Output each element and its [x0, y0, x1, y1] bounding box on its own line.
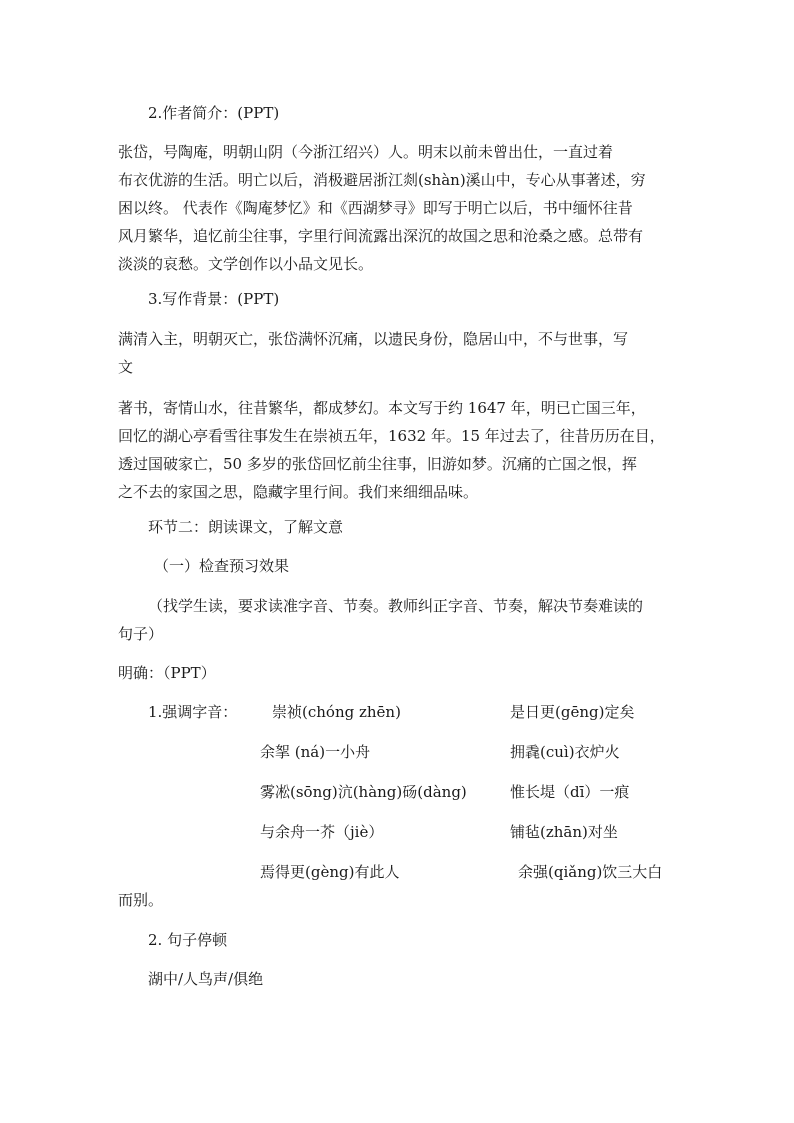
pause-title: 2. 句子停顿 [148, 931, 228, 949]
background-line-2: 文 [118, 358, 134, 376]
pronunciation-item: 焉得更(gèng)有此人 [260, 863, 400, 881]
pronunciation-item: 余强(qiǎng)饮三大白 [518, 863, 663, 881]
pronunciation-item: 是日更(gēng)定矣 [510, 703, 635, 721]
pronunciation-tail: 而别。 [118, 891, 164, 909]
background-line-6: 之不去的家国之思，隐藏字里行间。我们来细细品味。 [118, 483, 479, 501]
pronunciation-item: 崇祯(chóng zhēn) [272, 703, 401, 721]
step-two-title: 环节二：朗读课文，了解文意 [148, 518, 344, 536]
author-line-4: 风月繁华，追忆前尘往事，字里行间流露出深沉的故国之思和沧桑之感。总带有 [118, 227, 644, 245]
pronunciation-item: 惟长堤（dī）一痕 [510, 783, 630, 801]
background-line-3: 著书，寄情山水，往昔繁华，都成梦幻。本文写于约 1647 年，明已亡国三年， [118, 399, 646, 417]
sub-title-preview: （一）检查预习效果 [154, 557, 290, 575]
pronunciation-item: 铺毡(zhān)对坐 [510, 823, 618, 841]
pronunciation-item: 与余舟一芥（jiè） [260, 823, 384, 841]
pronunciation-item: 雾凇(sōng)沆(hàng)砀(dàng) [260, 783, 467, 801]
author-line-3: 困以终。 代表作《陶庵梦忆》和《西湖梦寻》即写于明亡以后，书中缅怀往昔 [118, 199, 633, 217]
instruction-line-1: （找学生读，要求读准字音、节奏。教师纠正字音、节奏，解决节奏难读的 [148, 597, 644, 615]
pronunciation-item: 余挐 (ná)一小舟 [260, 743, 371, 761]
background-line-1: 满清入主，明朝灭亡，张岱满怀沉痛，以遗民身份，隐居山中，不与世事，写 [118, 330, 629, 348]
section-title-author: 2.作者简介：(PPT) [148, 104, 280, 122]
pause-example: 湖中/人鸟声/俱绝 [148, 970, 264, 988]
pronunciation-item: 拥毳(cuì)衣炉火 [510, 743, 620, 761]
author-line-2: 布衣优游的生活。明亡以后，消极避居浙江剡(shàn)溪山中，专心从事著述，穷 [118, 171, 646, 189]
clarify-label: 明确：（PPT） [118, 664, 216, 682]
instruction-line-2: 句子） [118, 625, 164, 643]
section-title-background: 3.写作背景：(PPT) [148, 290, 280, 308]
background-line-4: 回忆的湖心亭看雪往事发生在崇祯五年，1632 年。15 年过去了，往昔历历在目， [118, 427, 665, 445]
author-line-1: 张岱，号陶庵，明朝山阴（今浙江绍兴）人。明末以前未曾出仕，一直过着 [118, 143, 614, 161]
background-line-5: 透过国破家亡，50 多岁的张岱回忆前尘往事，旧游如梦。沉痛的亡国之恨，挥 [118, 455, 637, 473]
pronunciation-label: 1.强调字音： [148, 703, 238, 721]
author-line-5: 淡淡的哀愁。文学创作以小品文见长。 [118, 255, 374, 273]
